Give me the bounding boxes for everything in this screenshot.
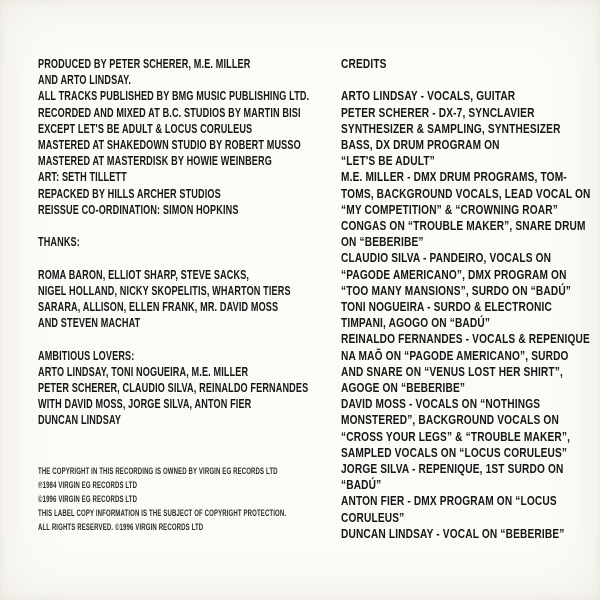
credit-line: M.E. MILLER - DMX DRUM PROGRAMS, TOM- bbox=[341, 169, 567, 185]
thanks-name-line: ROMA BARON, ELLIOT SHARP, STEVE SACKS, bbox=[38, 266, 250, 282]
production-credit-line: PRODUCED BY PETER SCHERER, M.E. MILLER bbox=[38, 56, 251, 71]
production-credit-line: EXCEPT LET'S BE ADULT & LOCUS CORULEUS bbox=[38, 120, 253, 136]
thanks-name-line: NIGEL HOLLAND, NICKY SKOPELITIS, WHARTON TIERS bbox=[38, 282, 291, 298]
thanks-heading: THANKS: bbox=[38, 234, 80, 250]
credit-line: ARTO LINDSAY - VOCALS, GUITAR bbox=[341, 88, 516, 104]
ambitious-lovers-heading: AMBITIOUS LOVERS: bbox=[38, 347, 135, 363]
thanks-name-line: AND STEVEN MACHAT bbox=[38, 315, 141, 331]
legal-notice-line: THIS LABEL COPY INFORMATION IS THE SUBJECT OF COPYRIGHT PROTECTION. bbox=[38, 508, 287, 518]
credits-list bbox=[341, 88, 590, 542]
credit-line: SAMPLED VOCALS ON “LOCUS CORULEUS” bbox=[341, 444, 568, 460]
band-member-line: ARTO LINDSAY, TONI NOGUEIRA, M.E. MILLER bbox=[38, 363, 249, 379]
credits-heading: CREDITS bbox=[341, 56, 387, 71]
credit-line: AND SNARE ON “VENUS LOST HER SHIRT”, bbox=[341, 363, 563, 379]
band-member-line: PETER SCHERER, CLAUDIO SILVA, REINALDO FERNANDES bbox=[38, 380, 309, 396]
production-credit-line: MASTERED AT MASTERDISK BY HOWIE WEINBERG bbox=[38, 153, 272, 169]
ambitious-lovers-list bbox=[38, 364, 309, 429]
legal-notice-line: ℗1984 VIRGIN EG RECORDS LTD bbox=[38, 480, 138, 490]
credit-line: BASS, DX DRUM PROGRAM ON bbox=[341, 137, 500, 152]
credit-line: NA MAÕ ON “PAGODE AMERICANO”, SURDO bbox=[341, 347, 569, 363]
production-credit-line: MASTERED AT SHAKEDOWN STUDIO BY ROBERT MUSSO bbox=[38, 137, 301, 153]
legal-notice-line: ALL RIGHTS RESERVED. ©1996 VIRGIN RECORDS LTD bbox=[38, 522, 204, 532]
credit-line: CORULEUS” bbox=[341, 509, 405, 525]
credit-line: “CROSS YOUR LEGS” & “TROUBLE MAKER”, bbox=[341, 428, 571, 444]
production-credit-line: ART: SETH TILLETT bbox=[38, 169, 127, 185]
credit-line: ON “BEBERIBE” bbox=[341, 234, 424, 250]
credit-line: CONGAS ON “TROUBLE MAKER”, SNARE DRUM bbox=[341, 218, 586, 234]
credit-line: REINALDO FERNANDES - VOCALS & REPENIQUE bbox=[341, 331, 590, 347]
credit-line: TIMPANI, AGOGO ON “BADÚ” bbox=[341, 315, 491, 331]
legal-notice-line: THE COPYRIGHT IN THIS RECORDING IS OWNED BY VIRGIN EG RECORDS LTD bbox=[38, 466, 278, 476]
production-credits bbox=[38, 56, 309, 218]
credit-line: “BADÚ” bbox=[341, 477, 382, 493]
right-column bbox=[341, 56, 590, 542]
legal-notice-line: ©1996 VIRGIN EG RECORDS LTD bbox=[38, 494, 138, 504]
band-member-line: DUNCAN LINDSAY bbox=[38, 412, 122, 428]
credit-line: “LET'S BE ADULT” bbox=[341, 153, 435, 169]
credit-line: CLAUDIO SILVA - PANDEIRO, VOCALS ON bbox=[341, 250, 552, 266]
credit-line: DAVID MOSS - VOCALS ON “NOTHINGS bbox=[341, 396, 541, 412]
legal-notices bbox=[38, 464, 286, 534]
credit-line: SYNTHESIZER & SAMPLING, SYNTHESIZER bbox=[341, 120, 561, 136]
band-member-line: WITH DAVID MOSS, JORGE SILVA, ANTON FIER bbox=[38, 396, 252, 412]
credit-line: AGOGE ON “BEBERIBE” bbox=[341, 380, 466, 396]
credit-line: TONI NOGUEIRA - SURDO & ELECTRONIC bbox=[341, 299, 552, 315]
credit-line: “MY COMPETITION” & “CROWNING ROAR” bbox=[341, 201, 558, 217]
credit-line: TOMS, BACKGROUND VOCALS, LEAD VOCAL ON bbox=[341, 185, 591, 201]
production-credit-line: ALL TRACKS PUBLISHED BY BMG MUSIC PUBLISHING LTD. bbox=[38, 88, 310, 104]
credit-line: “PAGODE AMERICANO”, DMX PROGRAM ON bbox=[341, 266, 567, 282]
credit-line: MONSTERED”, BACKGROUND VOCALS ON bbox=[341, 412, 559, 428]
thanks-list bbox=[38, 267, 309, 332]
credit-line: DUNCAN LINDSAY - VOCAL ON “BEBERIBE” bbox=[341, 525, 565, 541]
credit-line: ANTON FIER - DMX PROGRAM ON “LOCUS bbox=[341, 493, 557, 509]
production-credit-line: AND ARTO LINDSAY. bbox=[38, 72, 132, 88]
production-credit-line: REPACKED BY HILLS ARCHER STUDIOS bbox=[38, 185, 221, 201]
thanks-name-line: SARARA, ALLISON, ELLEN FRANK, MR. DAVID MOSS bbox=[38, 299, 279, 315]
production-credit-line: RECORDED AND MIXED AT B.C. STUDIOS BY MARTIN BISI bbox=[38, 104, 301, 120]
production-credit-line: REISSUE CO-ORDINATION: SIMON HOPKINS bbox=[38, 201, 239, 217]
credit-line: “TOO MANY MANSIONS”, SURDO ON “BADÚ” bbox=[341, 282, 572, 298]
left-column bbox=[38, 56, 309, 429]
credit-line: PETER SCHERER - DX-7, SYNCLAVIER bbox=[341, 104, 535, 120]
credit-line: JORGE SILVA - REPENIQUE, 1ST SURDO ON bbox=[341, 461, 564, 477]
